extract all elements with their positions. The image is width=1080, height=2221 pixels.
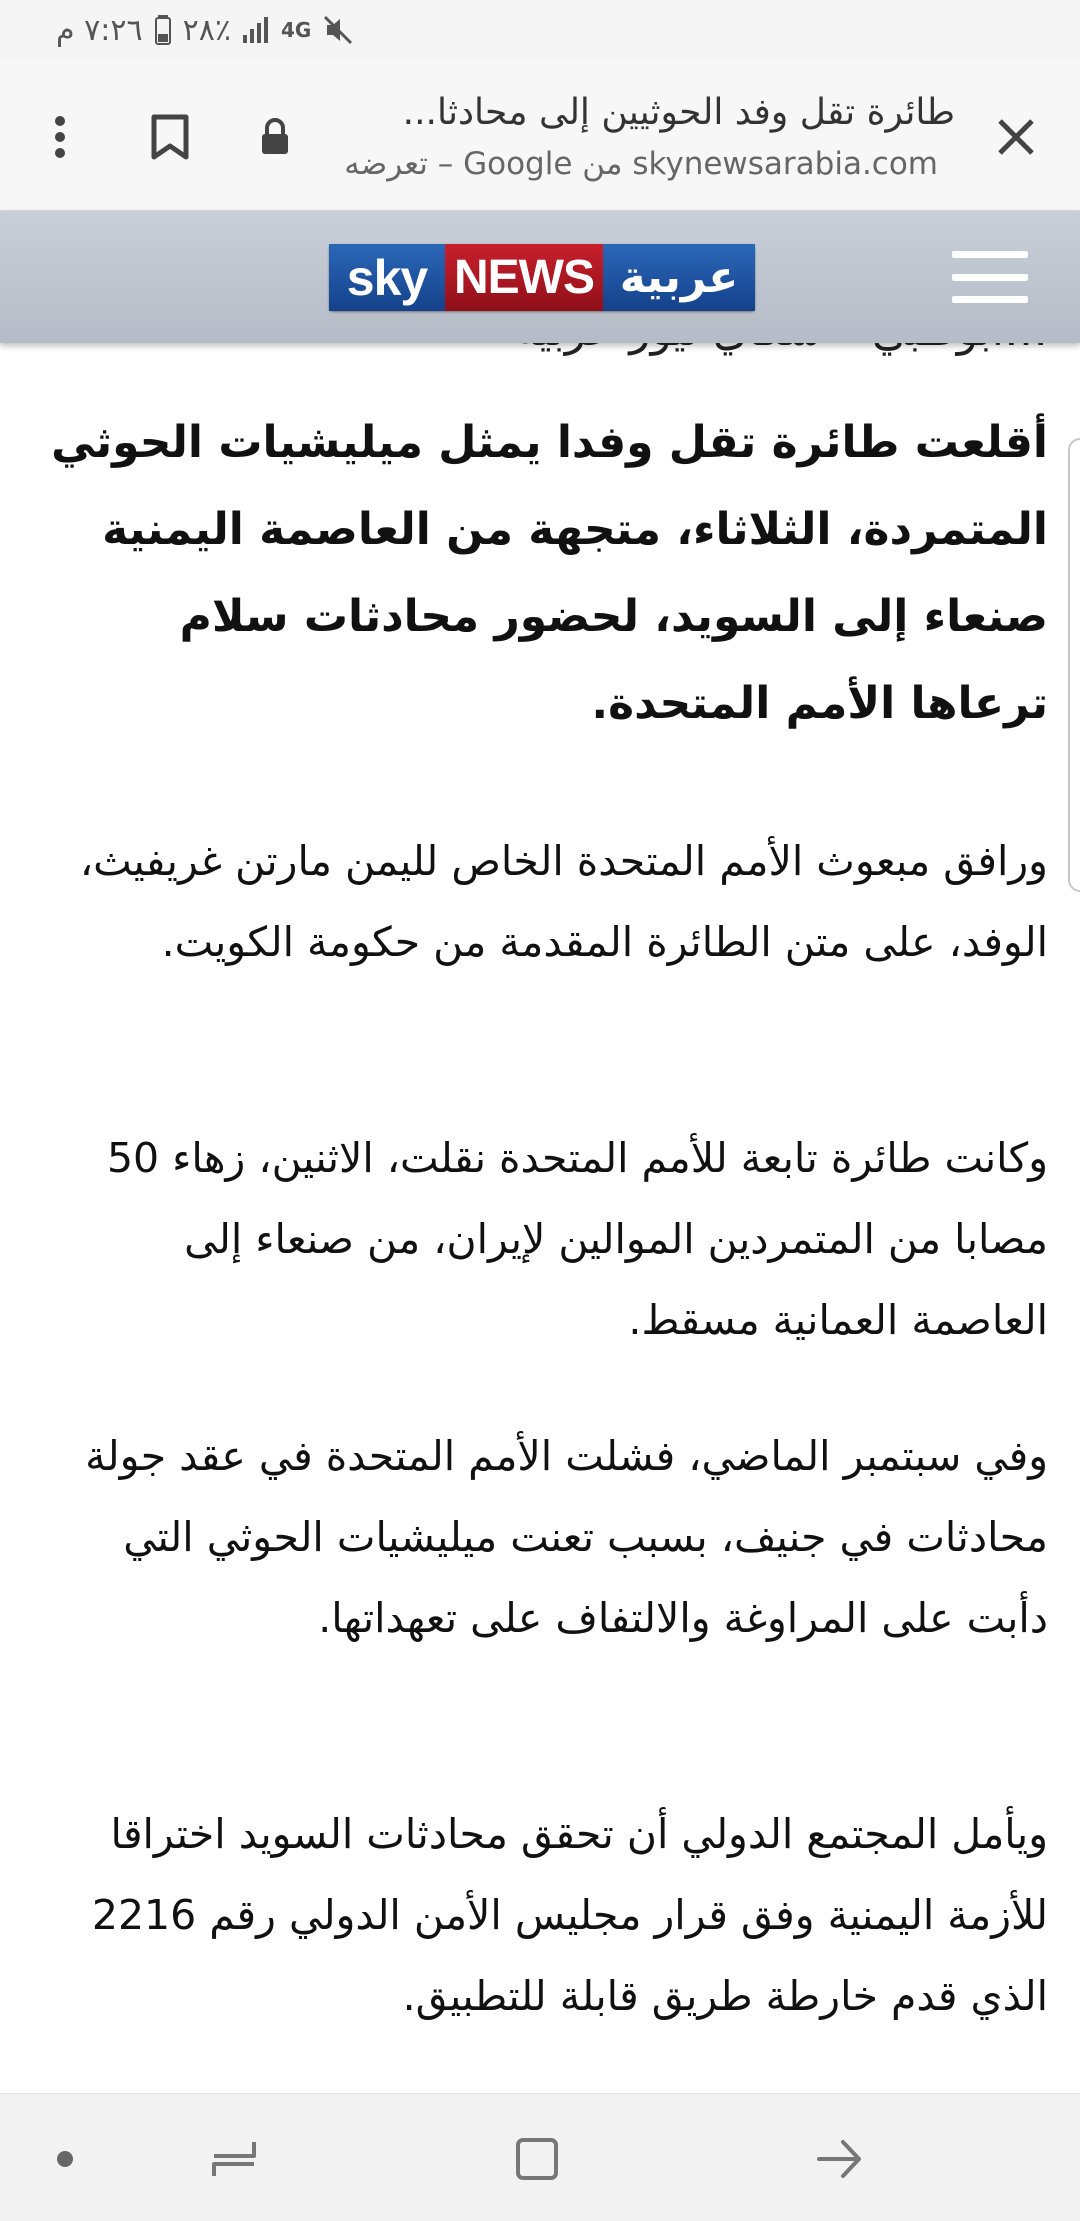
mute-icon <box>323 15 353 45</box>
logo-sky: sky <box>329 244 445 311</box>
hamburger-line <box>952 296 1028 303</box>
site-header <box>0 211 1080 343</box>
page-title[interactable]: طائرة تقل وفد الحوثيين إلى محادثا... <box>402 92 955 133</box>
hamburger-line <box>952 251 1028 258</box>
page-url-subtitle[interactable]: skynewsarabia.com من Google – تعرضه <box>344 146 938 182</box>
article-paragraph: ورافق مبعوث الأمم المتحدة الخاص لليمن مارتن غريفيث، الوفد، على متن الطائرة المقدمة من حكومة الكويت. <box>79 837 1048 966</box>
hamburger-menu-icon[interactable] <box>952 251 1028 303</box>
status-bar <box>0 0 1080 60</box>
status-left-cluster <box>56 10 365 50</box>
network-4g-icon: 4G <box>280 18 312 42</box>
logo-arabic: عربية <box>603 244 755 311</box>
logo-news: NEWS <box>445 244 603 311</box>
bookmark-icon[interactable] <box>140 107 200 167</box>
signal-icon <box>243 17 269 43</box>
status-time: ٧:٢٦ م <box>56 12 143 48</box>
nav-dot-icon[interactable] <box>30 2124 100 2194</box>
article-paragraph: ويأمل المجتمع الدولي أن تحقق محادثات السويد اختراقا للأزمة اليمنية وفق قرار مجليس الأمن الدولي رقم 2216 الذي قدم خارطة طريق قابلة للتطبيق. <box>91 1810 1048 2020</box>
navigation-bar <box>0 2093 1080 2221</box>
article-lead: أقلعت طائرة تقل وفدا يمثل ميليشيات الحوثي المتمردة، الثلاثاء، متجهة من العاصمة اليمنية صنعاء إلى السويد، لحضور محادثات سلام ترعاها الأمم المتحدة. <box>51 417 1048 729</box>
battery-icon <box>155 15 171 45</box>
close-icon[interactable] <box>986 107 1046 167</box>
browser-toolbar <box>0 60 1080 211</box>
lock-icon[interactable] <box>250 112 300 162</box>
home-icon[interactable] <box>502 2124 572 2194</box>
back-icon[interactable] <box>805 2124 875 2194</box>
article-paragraph: وكانت طائرة تابعة للأمم المتحدة نقلت، الاثنين، زهاء 50 مصابا من المتمردين الموالين لإيران، من صنعاء إلى العاصمة العمانية مسقط. <box>106 1134 1048 1344</box>
article-paragraph: وفي سبتمبر الماضي، فشلت الأمم المتحدة في عقد جولة محادثات في جنيف، بسبب تعنت ميليشيات الحوثي التي دأبت على المراوغة والالتفاف على تعهداتها. <box>85 1432 1048 1642</box>
edge-scroll-handle[interactable] <box>1068 438 1080 892</box>
sky-news-arabia-logo[interactable] <box>329 244 755 311</box>
hamburger-line <box>952 274 1028 281</box>
more-vert-icon[interactable] <box>30 107 90 167</box>
recents-icon[interactable] <box>200 2124 270 2194</box>
battery-percent: ٢٨٪ <box>182 12 231 48</box>
article-body <box>0 343 1080 2093</box>
